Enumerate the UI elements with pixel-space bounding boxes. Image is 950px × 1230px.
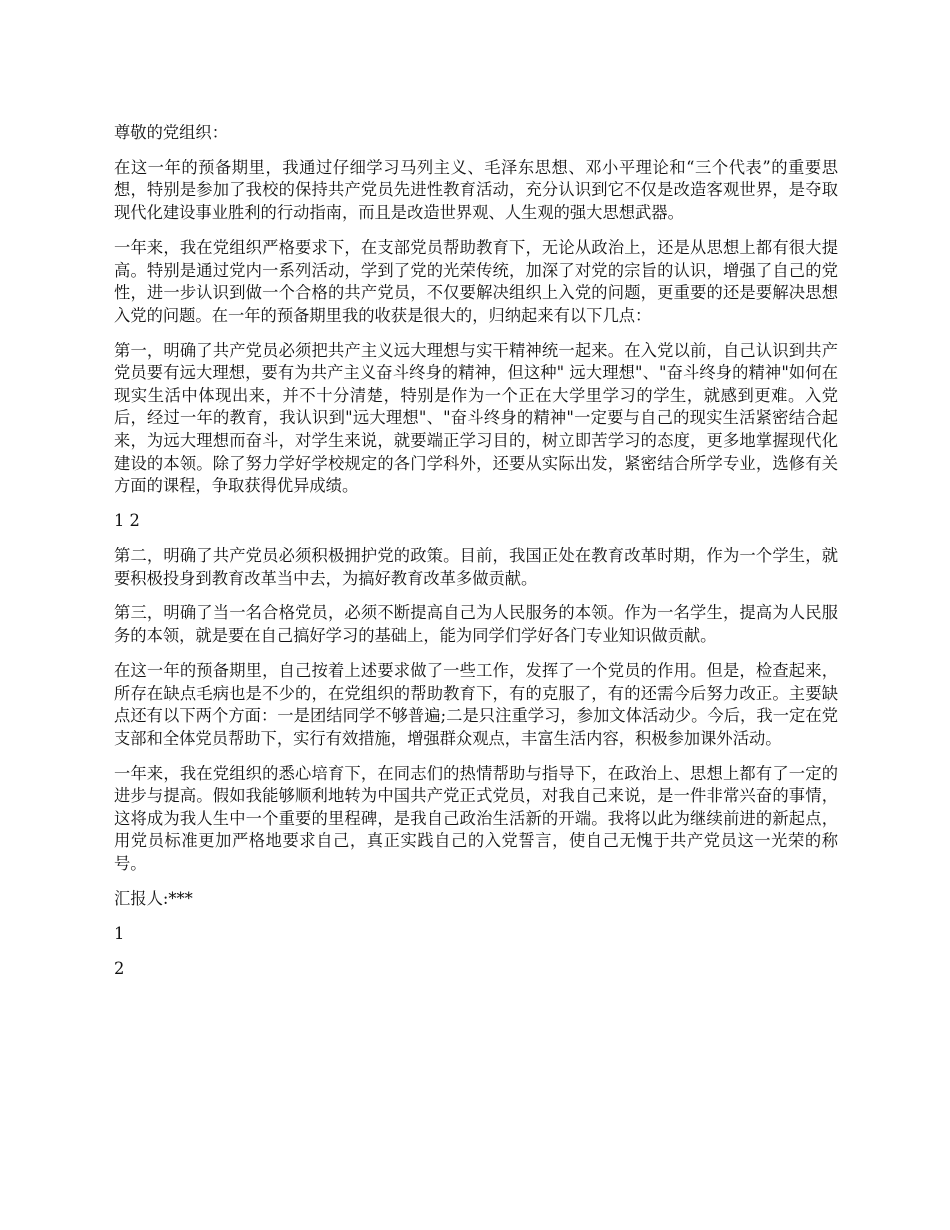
paragraph: 一年来，我在党组织严格要求下，在支部党员帮助教育下，无论从政治上，还是从思想上都有很大提高。特别是通过党内一系列活动，学到了党的光荣传统，加深了对党的宗旨的认识，增强了自己的党性，进一步认识到做一个合格的共产党员，不仅要解决组织上入党的问题，更重要的还是要解决思想入党的问题。在一年的预备期里我的收获是很大的，归纳起来有以下几点： (114, 237, 838, 325)
paragraph: 在这一年的预备期里，自己按着上述要求做了一些工作，发挥了一个党员的作用。但是，检查起来，所存在缺点毛病也是不少的，在党组织的帮助教育下，有的克服了，有的还需今后努力改正。主要缺点还有以下两个方面：一是团结同学不够普遍;二是只注重学习，参加文体活动少。今后，我一定在党支部和全体党员帮助下，实行有效措施，增强群众观点，丰富生活内容，积极参加课外活动。 (114, 660, 838, 748)
document-body (114, 122, 838, 993)
paragraph: 一年来，我在党组织的悉心培育下，在同志们的热情帮助与指导下，在政治上、思想上都有了一定的进步与提高。假如我能够顺利地转为中国共产党正式党员，对我自己来说，是一件非常兴奋的事情，这将成为我人生中一个重要的里程碑，是我自己政治生活新的开端。我将以此为继续前进的新起点，用党员标准更加严格地要求自己，真正实践自己的入党誓言，使自己无愧于共产党员这一光荣的称号。 (114, 763, 838, 873)
paragraph: 第二，明确了共产党员必须积极拥护党的政策。目前，我国正处在教育改革时期，作为一个学生，就要积极投身到教育改革当中去，为搞好教育改革多做贡献。 (114, 545, 838, 588)
paragraph: 第一，明确了共产党员必须把共产主义远大理想与实干精神统一起来。在入党以前，自己认识到共产党员要有远大理想，要有为共产主义奋斗终身的精神，但这种" 远大理想"、"奋斗终身的精神"如何在现实生活中体现出来，并不十分清楚，特别是作为一个正在大学里学习的学生，就感到更难。入党后，经过一年的教育，我认识到"远大理想"、"奋斗终身的精神"一定要与自己的现实生活紧密结合起来，为远大理想而奋斗，对学生来说，就要端正学习目的，树立即苦学习的态度，更多地掌握现代化建设的本领。除了努力学好学校规定的各门学科外，还要从实际出发，紧密结合所学专业，选修有关方面的课程，争取获得优异成绩。 (114, 340, 838, 496)
page-number-2: 2 (114, 958, 125, 978)
paragraph: 在这一年的预备期里，我通过仔细学习马列主义、毛泽东思想、邓小平理论和“三个代表”的重要思想，特别是参加了我校的保持共产党员先进性教育活动，充分认识到它不仅是改造客观世界，是夺取现代化建设事业胜利的行动指南，而且是改造世界观、人生观的强大思想武器。 (114, 157, 838, 223)
paragraph: 第三，明确了当一名合格党员，必须不断提高自己为人民服务的本领。作为一名学生，提高为人民服务的本领，就是要在自己搞好学习的基础上，能为同学们学好各门专业知识做贡献。 (114, 603, 838, 646)
signature: 汇报人:*** (114, 888, 193, 908)
page-marker: 1 2 (114, 511, 140, 531)
greeting: 尊敬的党组织： (114, 123, 228, 142)
page-number-1: 1 (114, 923, 125, 943)
